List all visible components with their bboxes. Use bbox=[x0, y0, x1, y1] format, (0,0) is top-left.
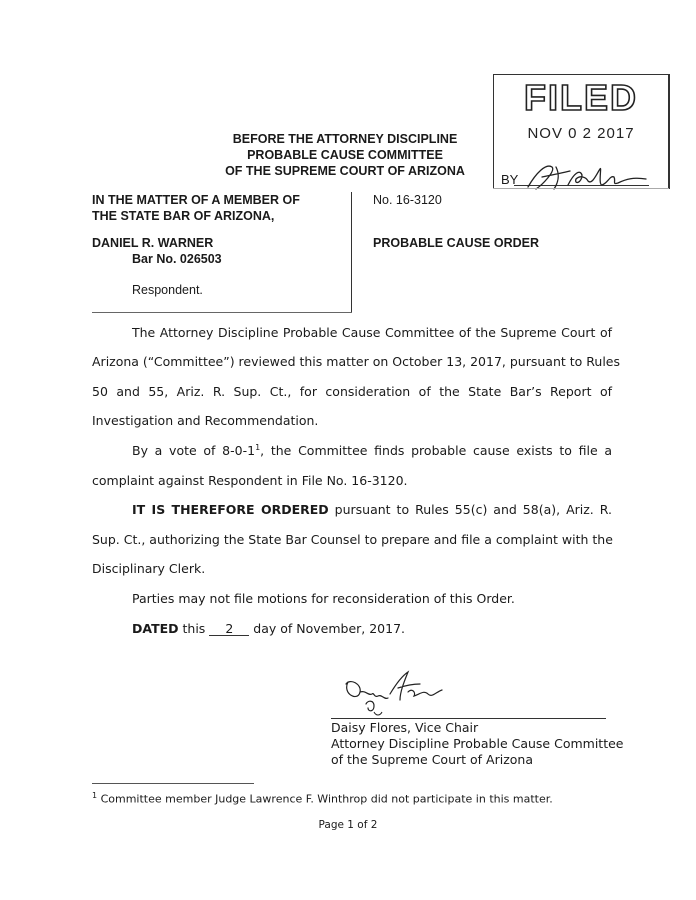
clerk-signature bbox=[522, 155, 652, 195]
stamp-by-label: BY bbox=[501, 172, 519, 187]
heading-line-3: OF THE SUPREME COURT OF ARIZONA bbox=[225, 164, 465, 178]
heading-line-1: BEFORE THE ATTORNEY DISCIPLINE bbox=[232, 132, 458, 146]
filed-stamp bbox=[493, 74, 669, 189]
p4-reconsideration: Parties may not file motions for reconsideration of this Order. bbox=[132, 591, 515, 606]
stamp-date: NOV 0 2 2017 bbox=[527, 125, 635, 142]
p1-line-2: Arizona (“Committee”) reviewed this matter on October 13, 2017, pursuant to Rules bbox=[92, 354, 620, 369]
footnote-text: Committee member Judge Lawrence F. Winthrop did not participate in this matter. bbox=[97, 792, 553, 806]
p2-finding-text: , the Committee finds probable cause exists to file a bbox=[260, 443, 613, 459]
bar-number: Bar No. 026503 bbox=[132, 252, 222, 266]
footnote-reference: 1 bbox=[255, 443, 261, 452]
p3-line-2: Sup. Ct., authorizing the State Bar Counsel to prepare and file a complaint with the bbox=[92, 532, 613, 547]
matter-line-2: THE STATE BAR OF ARIZONA, bbox=[92, 209, 275, 223]
dated-this: this bbox=[178, 621, 210, 636]
heading-line-2: PROBABLE CAUSE COMMITTEE bbox=[247, 148, 443, 162]
vice-chair-signature bbox=[338, 664, 448, 718]
ordered-heading: IT IS THEREFORE ORDERED bbox=[132, 502, 329, 517]
respondent-label: Respondent. bbox=[132, 283, 203, 297]
p3-line-1-rest: pursuant to Rules 55(c) and 58(a), Ariz. R. bbox=[328, 502, 612, 517]
footnote-mark: 1 bbox=[92, 791, 98, 800]
dated-day: 2 bbox=[209, 622, 249, 636]
p2-line-2: complaint against Respondent in File No. 16-3120. bbox=[92, 473, 408, 488]
signer-org-line-2: of the Supreme Court of Arizona bbox=[331, 752, 533, 767]
p3-line-3: Disciplinary Clerk. bbox=[92, 561, 206, 576]
caption-divider bbox=[351, 192, 352, 312]
stamp-bottom-edge bbox=[493, 188, 669, 189]
p3-line-1 bbox=[132, 502, 612, 517]
signer-name-title: Daisy Flores, Vice Chair bbox=[331, 720, 479, 735]
p1-line-1: The Attorney Discipline Probable Cause Committee of the Supreme Court of bbox=[132, 325, 612, 340]
p2-vote-text: By a vote of 8-0-1 bbox=[132, 443, 256, 459]
respondent-name: DANIEL R. WARNER bbox=[92, 236, 214, 250]
signer-org-line-1: Attorney Discipline Probable Cause Committee bbox=[331, 736, 624, 751]
matter-line-1: IN THE MATTER OF A MEMBER OF bbox=[92, 193, 300, 207]
p2-line-1 bbox=[132, 443, 612, 458]
stamp-title: FILED bbox=[524, 77, 638, 118]
p1-line-4: Investigation and Recommendation. bbox=[92, 413, 319, 428]
order-title: PROBABLE CAUSE ORDER bbox=[373, 236, 539, 250]
case-number: No. 16-3120 bbox=[373, 193, 442, 207]
signature-line bbox=[331, 718, 606, 719]
dated-rest: day of November, 2017. bbox=[249, 621, 406, 636]
dated-line bbox=[132, 621, 405, 636]
signer-block bbox=[331, 720, 623, 768]
dated-label: DATED bbox=[132, 621, 179, 636]
stamp-right-edge bbox=[669, 74, 670, 189]
page-number: Page 1 of 2 bbox=[318, 819, 378, 831]
p1-line-3: 50 and 55, Ariz. R. Sup. Ct., for consideration of the State Bar’s Report of bbox=[92, 384, 612, 399]
footnote bbox=[92, 791, 553, 806]
court-heading bbox=[200, 131, 490, 179]
caption-bottom-rule bbox=[92, 312, 352, 313]
footnote-rule bbox=[92, 783, 254, 784]
